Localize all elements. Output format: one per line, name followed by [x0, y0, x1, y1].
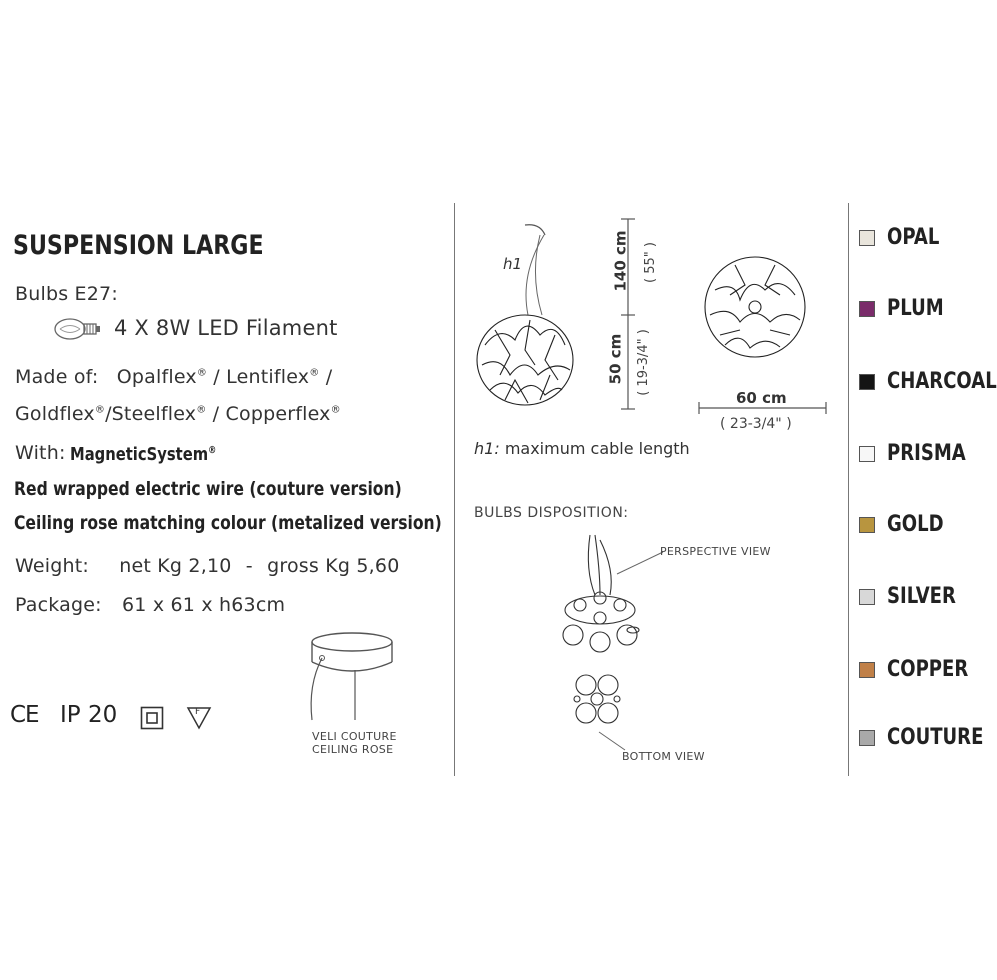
product-title: SUSPENSION LARGE: [13, 230, 264, 261]
height-max-inches: ( 55" ): [642, 242, 658, 283]
pendant-top-view-illustration: [695, 250, 815, 365]
ceiling-rose-caption-1: VELI COUTURE: [312, 730, 397, 743]
perspective-pointer-line: [615, 548, 665, 576]
h1-note: [474, 439, 690, 458]
color-label: CHARCOAL: [887, 369, 997, 394]
color-swatch: [859, 730, 875, 746]
perspective-view-label: PERSPECTIVE VIEW: [660, 545, 771, 558]
h1-note-label: h1:: [474, 439, 500, 458]
weight-dash: -: [245, 555, 253, 577]
ce-mark: CE: [10, 702, 39, 728]
bottom-pointer-line: [597, 730, 627, 752]
made-of-label: Made of:: [15, 366, 99, 388]
weight-label: Weight:: [15, 555, 89, 577]
bulbs-bottom-illustration: [562, 665, 632, 735]
height-inches: ( 19-3/4" ): [635, 329, 651, 396]
with-line: [15, 442, 66, 464]
weight-net: net Kg 2,10: [119, 555, 232, 577]
trademark-mark: ®: [196, 404, 207, 416]
h1-note-text: maximum cable length: [504, 439, 690, 458]
package-value: 61 x 61 x h63cm: [122, 594, 286, 616]
color-swatch: [859, 446, 875, 462]
color-swatch: [859, 374, 875, 390]
color-swatch: [859, 662, 875, 678]
material-opalflex: Opalflex: [116, 366, 197, 388]
note-ceiling-rose: Ceiling rose matching colour (metalized version): [14, 512, 442, 534]
divider-left: [454, 203, 455, 776]
material-separator: /: [213, 366, 220, 388]
ip-rating: IP 20: [60, 702, 118, 728]
with-label: With:: [15, 442, 66, 464]
color-label: COPPER: [887, 657, 969, 682]
material-lentiflex: Lentiflex: [226, 366, 310, 388]
material-goldflex: Goldflex: [15, 403, 95, 425]
h1-label: h1: [503, 255, 523, 273]
trademark-mark: ®: [196, 367, 208, 379]
divider-right: [848, 203, 849, 776]
color-swatch: [859, 517, 875, 533]
color-label: GOLD: [887, 512, 944, 537]
width-inches: ( 23-3/4" ): [720, 416, 792, 432]
height-value: 50 cm: [606, 333, 625, 385]
bottom-view-label: BOTTOM VIEW: [622, 750, 705, 763]
color-swatch: [859, 589, 875, 605]
width-value: 60 cm: [736, 389, 787, 407]
bulbs-label: Bulbs E27:: [15, 283, 118, 305]
pendant-side-view-illustration: [470, 215, 580, 415]
note-couture-wire: Red wrapped electric wire (couture version): [14, 478, 402, 500]
ceiling-rose-illustration: [300, 630, 400, 730]
color-label: PRISMA: [887, 441, 966, 466]
trademark-mark: ®: [208, 445, 217, 456]
color-swatch: [859, 230, 875, 246]
color-label: SILVER: [887, 584, 956, 609]
material-separator: /: [105, 403, 112, 425]
trademark-mark: ®: [94, 404, 106, 416]
trademark-mark: ®: [330, 404, 341, 416]
color-swatch: [859, 301, 875, 317]
package-label: Package:: [15, 594, 102, 616]
color-label: OPAL: [887, 225, 940, 250]
double-insulation-icon: [140, 706, 164, 730]
height-max-labels: [608, 220, 634, 300]
height-max-value: 140 cm: [611, 230, 630, 292]
bulbs-value: 4 X 8W LED Filament: [114, 316, 338, 340]
color-label: PLUM: [887, 296, 944, 321]
color-label: COUTURE: [887, 725, 984, 750]
material-copperflex: Copperflex: [225, 403, 331, 425]
with-value: [70, 444, 216, 465]
ceiling-rose-caption-2: CEILING ROSE: [312, 743, 394, 756]
package-line: [15, 594, 285, 616]
led-filament-bulb-icon: [52, 316, 104, 342]
weight-gross: gross Kg 5,60: [267, 555, 400, 577]
magnetic-system: MagneticSystem: [70, 444, 209, 465]
f-mark-letter: F: [195, 707, 201, 717]
trademark-mark: ®: [309, 367, 320, 379]
material-separator: /: [325, 366, 333, 388]
material-steelflex: Steelflex: [111, 403, 197, 425]
weight-line: [15, 555, 400, 577]
made-of-line-2: [15, 403, 341, 425]
made-of-line-1: [15, 366, 332, 388]
bulbs-disposition-title: BULBS DISPOSITION:: [474, 505, 629, 521]
material-separator: /: [212, 403, 220, 425]
